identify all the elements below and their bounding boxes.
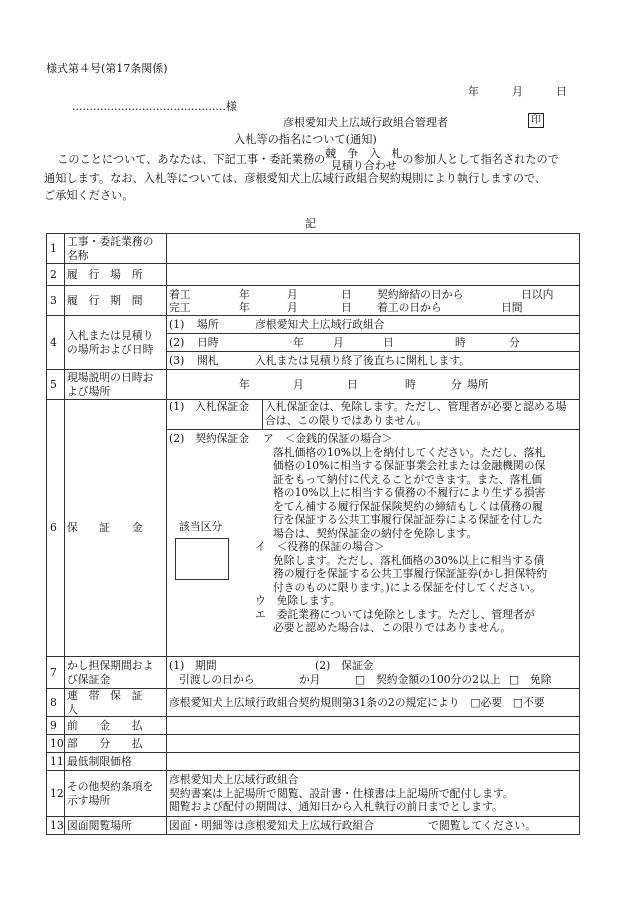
row-label: 連 帯 保 証 人	[65, 689, 167, 717]
place-unit: 場所	[467, 378, 489, 391]
applicable-box[interactable]	[175, 538, 229, 580]
period-field[interactable]	[167, 286, 580, 316]
start-label: 着工	[169, 287, 191, 301]
sender	[283, 114, 448, 130]
months-unit: か月	[299, 672, 321, 686]
day-label: 日	[556, 85, 567, 98]
minute-unit: 分	[509, 336, 520, 349]
within-days: 日以内	[521, 287, 554, 301]
place-label: 場所	[197, 318, 219, 331]
opening-value: 入札または見積り終了後直ちに開札します。	[255, 354, 471, 367]
contract-bond-head: (2) 契約保証金	[169, 432, 250, 445]
service-line: 務の履行を保証する公共工事履行保証証券(かし担保特約	[273, 567, 548, 580]
drawing-viewing-field[interactable]	[167, 817, 580, 835]
row-3	[47, 286, 580, 316]
place-value: 彦根愛知犬上広域行政組合	[255, 318, 385, 331]
stack-top: 競 争 入 札	[325, 147, 403, 160]
hour-unit: 時	[455, 336, 466, 349]
minute-unit: 分	[451, 378, 462, 391]
seal-mark	[528, 113, 544, 128]
advance-payment-field[interactable]	[167, 717, 580, 735]
row-label: 保 証 金	[65, 400, 167, 657]
contract-details-table	[46, 233, 580, 835]
row-label: 部 分 払	[65, 735, 167, 753]
period-head: (1) 期間	[169, 658, 217, 672]
day-unit: 日	[341, 300, 352, 314]
row-number: 10	[47, 735, 65, 753]
row-number: 3	[47, 286, 65, 316]
service-line: 付きのものに限ります。)による保証を付してください。	[273, 580, 541, 594]
row-number: 7	[47, 657, 65, 689]
monetary-line: 価格の10%に相当する保証事業会社または金融機関の保	[273, 459, 546, 472]
month-unit: 月	[287, 287, 298, 301]
bond-head: (2) 保証金	[315, 658, 374, 672]
row-number: 12	[47, 771, 65, 817]
row-11	[47, 753, 580, 771]
service-line: 免除します。ただし、落札価格の30%以上に相当する債	[273, 553, 545, 567]
row-label: かし担保期間および保証金	[65, 657, 167, 689]
day-unit: 日	[347, 378, 358, 391]
row-4a	[47, 316, 580, 334]
terms-line: 彦根愛知犬上広域行政組合	[169, 773, 299, 787]
monetary-line: 格の10%以上に相当する債務の不履行により生ずる損害	[273, 486, 546, 499]
intro-post: の参加人として指名されたので	[402, 153, 559, 166]
row-13	[47, 817, 580, 835]
site-briefing-field[interactable]	[167, 370, 580, 400]
location-field[interactable]	[167, 264, 580, 286]
viewing-text-a: 図面・明細等は彦根愛知犬上広域行政組合	[169, 818, 375, 832]
row-10	[47, 735, 580, 753]
year-unit: 年	[239, 287, 250, 301]
row-label: 履 行 期 間	[65, 286, 167, 316]
addressee-dots: ............................................	[72, 100, 226, 113]
row-label: 工事・委託業務の名称	[65, 234, 167, 264]
row-1	[47, 234, 580, 264]
bond-option-exempt[interactable]: □ 免除	[509, 672, 552, 686]
month-label: 月	[512, 85, 523, 98]
year-unit: 年	[293, 336, 304, 349]
row-2	[47, 264, 580, 286]
addressee-sama: 様	[225, 100, 237, 113]
row-number: 13	[47, 817, 65, 835]
monetary-line: 行を保証する公共工事履行保証証券による保証を付した	[273, 513, 543, 526]
month-unit: 月	[293, 378, 304, 391]
month-unit: 月	[287, 300, 298, 314]
contract-bond-left	[169, 432, 263, 654]
row-number: 6	[47, 400, 65, 657]
date-line	[468, 83, 567, 99]
bond-option-percent[interactable]: □ 契約金額の100分の2以上	[355, 672, 501, 686]
applicable-label: 該当区分	[179, 520, 223, 533]
from-start: 着工の日から	[377, 300, 442, 314]
year-label: 年	[468, 85, 479, 98]
bid-bond-text: 入札保証金は、免除します。ただし、管理者が必要と認める場合は、この限りではありません。	[263, 400, 580, 430]
bid-place	[167, 316, 580, 334]
row-6a	[47, 400, 580, 430]
row-8	[47, 689, 580, 717]
year-unit: 年	[239, 378, 250, 391]
exempt-line: ウ 免除します。	[255, 594, 341, 607]
period-line-end	[169, 301, 577, 314]
end-label: 完工	[169, 300, 191, 314]
addressee	[72, 98, 237, 114]
row-number: 5	[47, 370, 65, 400]
row-number: 8	[47, 689, 65, 717]
contract-method-stack	[325, 148, 402, 172]
terms-line: 契約書案は上記場所で閲覧、設計書・仕様書は上記場所で配付します。	[169, 786, 514, 800]
monetary-line: 落札価格の10%以上を納付してください。ただし、落札	[273, 445, 546, 459]
form-id: 様式第４号(第17条関係)	[46, 62, 168, 75]
ki-heading: 記	[305, 217, 316, 230]
row-12	[47, 771, 580, 817]
intro-pre: このことについて、あなたは、下記工事・委託業務の	[46, 153, 326, 166]
commission-line: 必要と認めた場合は、この限りではありません。	[273, 621, 512, 634]
contract-terms-field	[167, 771, 580, 817]
row-number: 2	[47, 264, 65, 286]
intro-line-2: 通知します。なお、入札等については、彦根愛知犬上広域行政組合契約規則により執行しますので、	[44, 172, 547, 185]
guarantor-field[interactable]: 彦根愛知犬上広域行政組合契約規則第31条の2の規定により □必要 □不要	[167, 689, 580, 717]
seal-text: 印	[528, 113, 544, 128]
commission-head: エ 委託業務については免除とします。ただし、管理者が	[255, 607, 535, 621]
row-label: 図面閲覧場所	[65, 817, 167, 835]
year-unit: 年	[239, 300, 250, 314]
row-label: 入札または見積りの場所および日時	[65, 316, 167, 370]
row-label: 履 行 場 所	[65, 264, 167, 286]
opening-label: 開札	[197, 354, 219, 367]
stack-bottom: 見積り合わせ	[330, 159, 397, 172]
monetary-line: 証をもって納付に代えることができます。また、落札価	[273, 472, 543, 486]
item-number: (3)	[169, 354, 185, 367]
bid-opening	[167, 352, 580, 370]
month-unit: 月	[333, 336, 344, 349]
intro-line-3: ご承知ください。	[44, 189, 134, 202]
row-number: 9	[47, 717, 65, 735]
bid-datetime[interactable]	[167, 334, 580, 352]
row-number: 4	[47, 316, 65, 370]
datetime-label: 日時	[197, 336, 219, 349]
hour-unit: 時	[405, 378, 416, 391]
item-number: (2)	[169, 336, 185, 349]
row-label: 前 金 払	[65, 717, 167, 735]
days-count: 日間	[501, 300, 523, 314]
viewing-text-b: で閲覧してください。	[428, 818, 537, 832]
intro-paragraph	[46, 148, 586, 204]
row-label: 最低制限価格	[65, 753, 167, 771]
terms-line: 閲覧および配付の期間は、通知日から入札執行の前日までとします。	[169, 800, 503, 814]
row-label: 現場説明の日時および場所	[65, 370, 167, 400]
work-name-field[interactable]	[167, 234, 580, 264]
monetary-head: ア ＜金銭的保証の場合＞	[263, 432, 393, 445]
minimum-price-field[interactable]	[167, 753, 580, 771]
day-unit: 日	[383, 336, 394, 349]
row-number: 1	[47, 234, 65, 264]
row-9	[47, 717, 580, 735]
row-number: 11	[47, 753, 65, 771]
bid-bond-head: (1) 入札保証金	[167, 400, 263, 430]
monetary-line: をてん補する履行保証保険契約の締結もしくは債務の履	[273, 499, 543, 513]
service-head: イ ＜役務的保証の場合＞	[255, 540, 385, 553]
row-label: その他契約条項を示す場所	[65, 771, 167, 817]
intro-line-1	[46, 148, 586, 170]
period-line-start	[169, 288, 577, 301]
contract-bond-right	[255, 432, 577, 654]
row-5	[47, 370, 580, 400]
from-contract: 契約締結の日から	[377, 287, 464, 301]
contract-bond	[167, 430, 580, 657]
sender-title: 彦根愛知犬上広域行政組合管理者	[283, 116, 448, 129]
monetary-line: 場合は、契約保証金の納付を免除します。	[273, 526, 478, 540]
warranty-field[interactable]	[167, 657, 580, 689]
doc-title: 入札等の指名について(通知)	[234, 133, 377, 146]
row-7	[47, 657, 580, 689]
partial-payment-field[interactable]	[167, 735, 580, 753]
day-unit: 日	[341, 287, 352, 301]
from-delivery: 引渡しの日から	[179, 672, 255, 686]
item-number: (1)	[169, 318, 185, 331]
